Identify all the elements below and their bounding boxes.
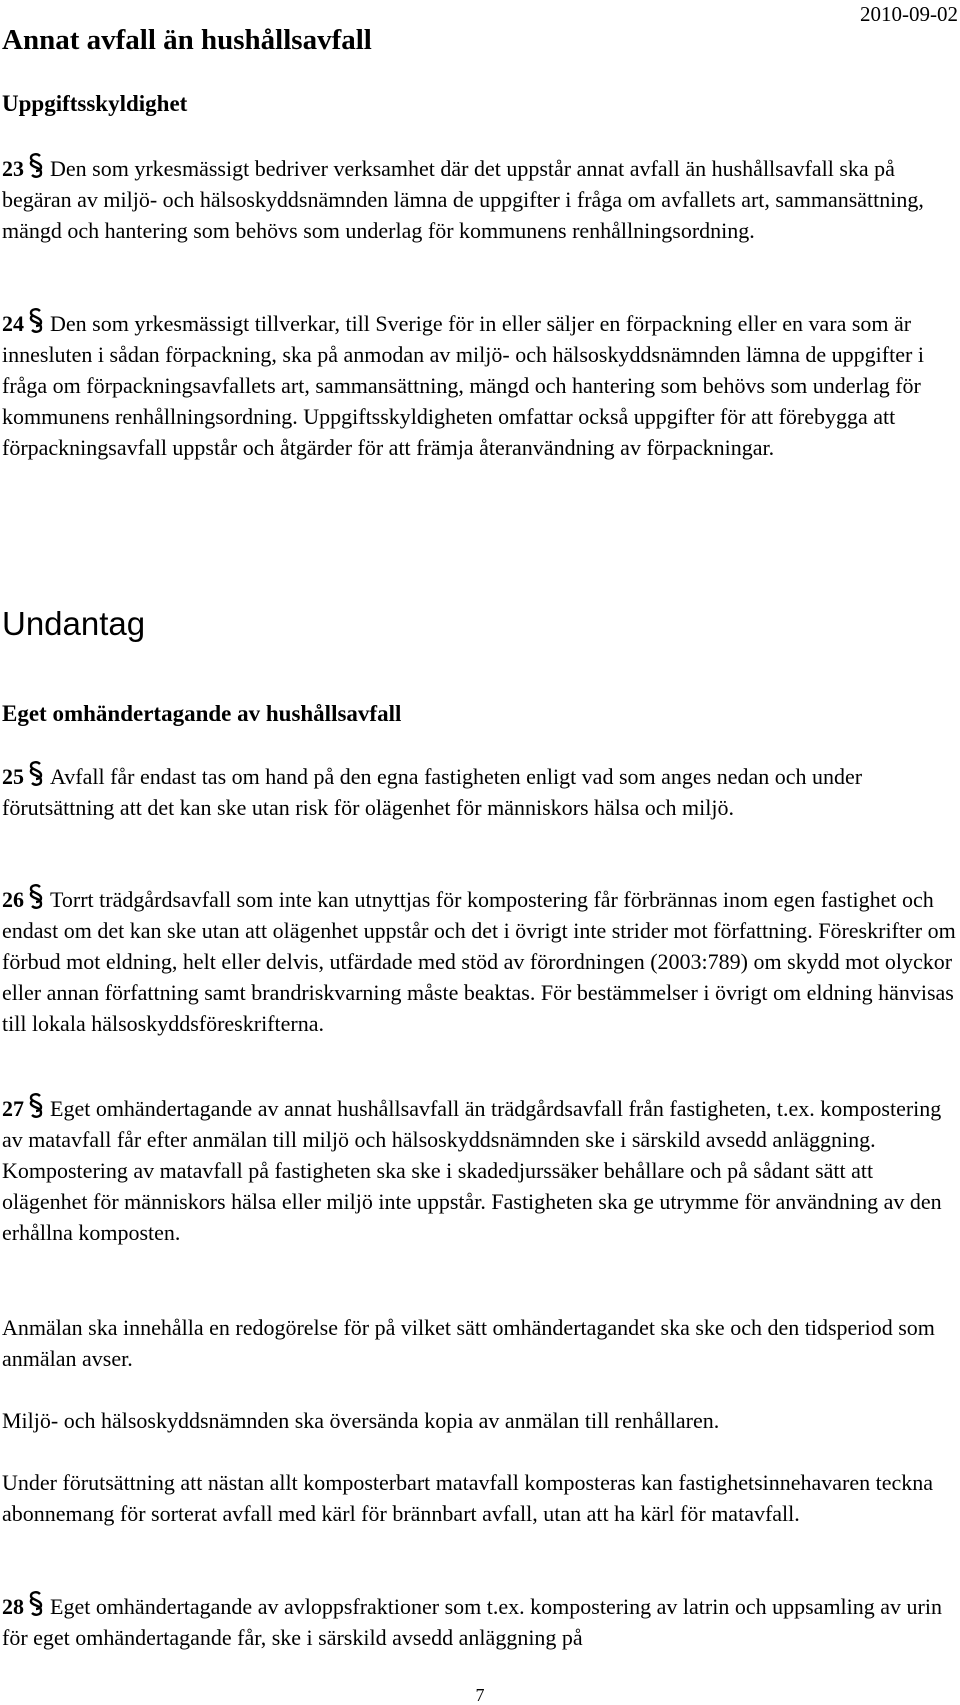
document-date: 2010-09-02	[860, 2, 958, 26]
page-title: Annat avfall än hushållsavfall	[2, 24, 372, 56]
paragraph-number: 27	[2, 1096, 24, 1121]
section-sign-icon	[28, 761, 44, 787]
paragraph-26	[2, 884, 958, 1039]
section-sign-icon	[28, 153, 44, 179]
paragraph-24	[2, 308, 958, 463]
paragraph-27-kopia: Miljö- och hälsoskyddsnämnden ska översända kopia av anmälan till renhållaren.	[2, 1408, 720, 1433]
paragraph-number: 28	[2, 1594, 24, 1619]
section-sign-icon	[28, 308, 44, 334]
heading-uppgiftsskyldighet: Uppgiftsskyldighet	[2, 91, 188, 116]
section-sign-icon	[28, 884, 44, 910]
paragraph-number: 25	[2, 764, 24, 789]
paragraph-text: Eget omhändertagande av avloppsfraktioner som t.ex. kompostering av latrin och uppsamling av urin för eget omhändertagande får, ske i särskild avsedd anläggning på	[2, 1594, 942, 1650]
paragraph-25	[2, 761, 958, 823]
paragraph-number: 24	[2, 311, 24, 336]
paragraph-27-abonnemang: Under förutsättning att nästan allt komposterbart matavfall komposteras kan fastighetsinnehavaren teckna abonnemang för sorterat avfall med kärl för brännbart avfall, utan att ha kärl för matavfall.	[2, 1470, 934, 1526]
paragraph-27	[2, 1093, 958, 1248]
section-sign-icon	[28, 1093, 44, 1119]
paragraph-number: 26	[2, 887, 24, 912]
paragraph-text: Eget omhändertagande av annat hushållsavfall än trädgårdsavfall från fastigheten, t.ex. kompostering av matavfall får efter anmälan till miljö och hälsoskyddsnämnden ske i särskild avsedd anläggning. Kompostering av matavfall på fastigheten ska ske i skadedjurssäker behållare och på sådant sätt att olägenhet för människors hälsa eller miljö inte uppstår. Fastigheten ska ge utrymme för användning av den erhållna komposten.	[2, 1096, 942, 1245]
paragraph-27-anmalan: Anmälan ska innehålla en redogörelse för på vilket sätt omhändertagandet ska ske och den tidsperiod som anmälan avser.	[2, 1315, 935, 1371]
paragraph-text: Avfall får endast tas om hand på den egna fastigheten enligt vad som anges nedan och under förutsättning att det kan ske utan risk för olägenhet för människors hälsa och miljö.	[2, 764, 863, 820]
heading-undantag: Undantag	[2, 605, 146, 642]
paragraph-text: Torrt trädgårdsavfall som inte kan utnyttjas för kompostering får förbrännas inom egen fastighet och endast om det kan ske utan att olägenhet uppstår och det i övrigt inte strider mot författning. Föreskrifter om förbud mot eldning, helt eller delvis, utfärdade med stöd av förordningen (2003:789) om skydd mot olyckor eller annan författning samt brandriskvarning måste beaktas. För bestämmelser i övrigt om eldning hänvisas till lokala hälsoskyddsföreskrifterna.	[2, 887, 956, 1036]
page-number: 7	[475, 1685, 485, 1705]
paragraph-text: Den som yrkesmässigt tillverkar, till Sverige för in eller säljer en förpackning eller en vara som är innesluten i sådan förpackning, ska på anmodan av miljö- och hälsoskyddsnämnden lämna de uppgifter i fråga om förpackningsavfallets art, sammansättning, mängd och hantering som behövs som underlag för kommunens renhållningsordning. Uppgiftsskyldigheten omfattar också uppgifter för att förebygga att förpackningsavfall uppstår och åtgärder för att främja återanvändning av förpackningar.	[2, 311, 924, 460]
section-sign-icon	[28, 1591, 44, 1617]
paragraph-23	[2, 153, 958, 246]
paragraph-28	[2, 1591, 958, 1653]
paragraph-text: Den som yrkesmässigt bedriver verksamhet där det uppstår annat avfall än hushållsavfall ska på begäran av miljö- och hälsoskyddsnämnden lämna de uppgifter i fråga om avfallets art, sammansättning, mängd och hantering som behövs som underlag för kommunens renhållningsordning.	[2, 156, 924, 243]
paragraph-number: 23	[2, 156, 24, 181]
heading-eget-omhandertagande: Eget omhändertagande av hushållsavfall	[2, 701, 402, 726]
